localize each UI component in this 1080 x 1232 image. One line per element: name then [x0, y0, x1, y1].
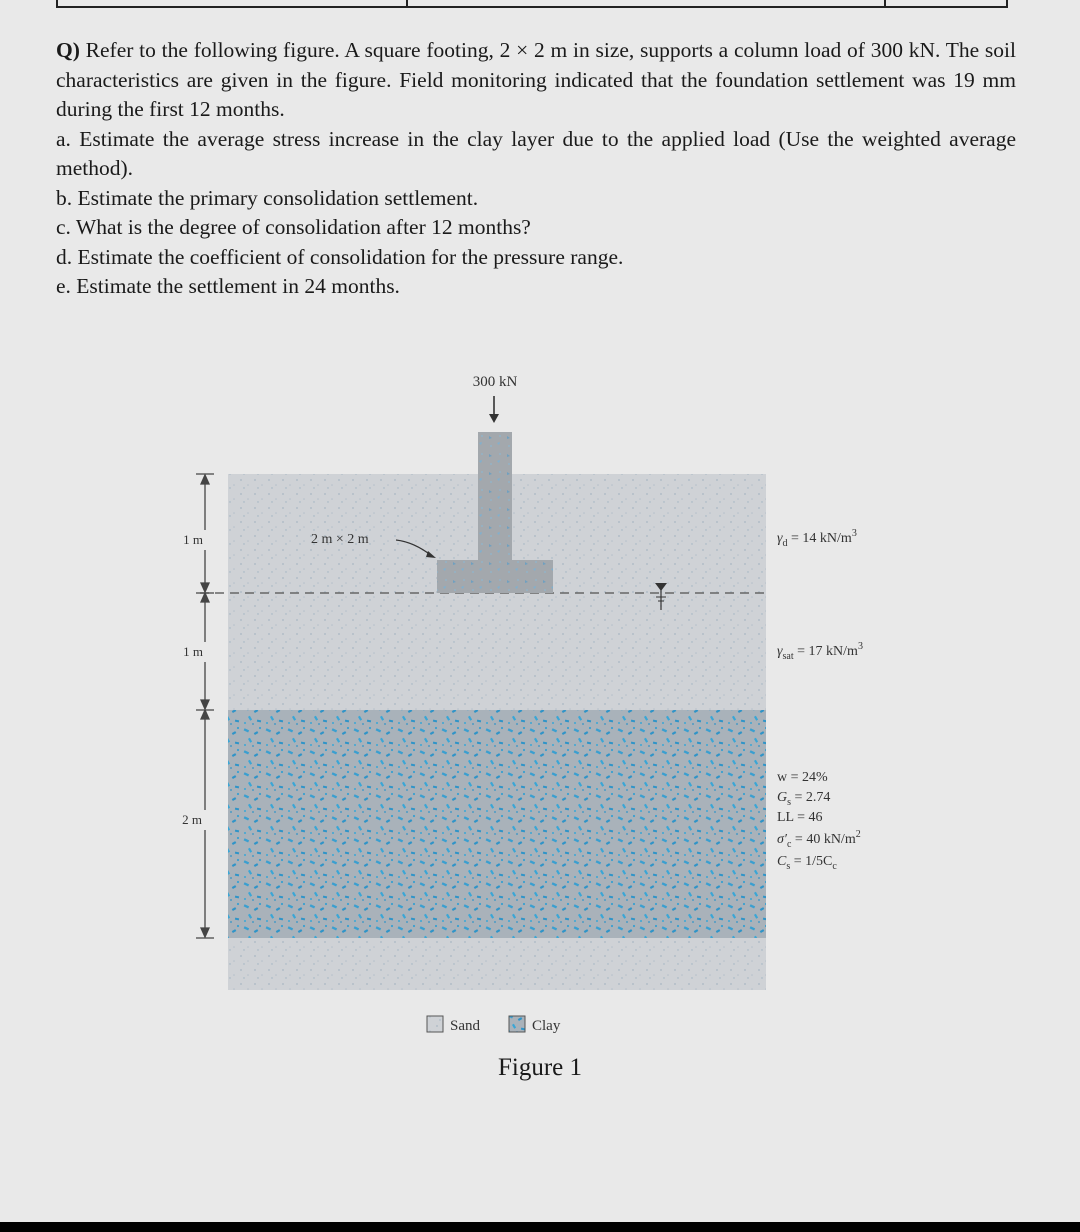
- clay-properties: [777, 770, 861, 872]
- question-text: Refer to the following figure. A square footing, 2 × 2 m in size, supports a column load of 300 kN. The soil characteristics are given in the figure. Field monitoring indicated that the foundation settlement was 19 mm during the first 12 months.: [56, 38, 1016, 121]
- sand-layer-bottom: [228, 938, 766, 990]
- load-arrow-icon: [489, 396, 499, 423]
- column: [478, 432, 512, 562]
- clay-layer: [228, 710, 766, 938]
- upper-sand-unit-weight: $\gamma_d = 14$ $kN/m^3$: [777, 528, 857, 549]
- footing-size-label: 2 m × 2 m: [311, 532, 369, 547]
- dimension-label-3: 2 m: [182, 812, 202, 827]
- legend-sand-swatch: [427, 1016, 443, 1032]
- question-part-d: d. Estimate the coefficient of consolidation for the pressure range.: [56, 244, 624, 269]
- dimension-label-2: 1 m: [183, 644, 203, 659]
- legend-clay-label: Clay: [532, 1018, 561, 1034]
- question-part-b: b. Estimate the primary consolidation settlement.: [56, 185, 479, 210]
- clay-specific-gravity: $G_s = 2.74$: [777, 790, 831, 808]
- footing: [437, 560, 553, 593]
- figure-caption: Figure 1: [497, 1054, 583, 1081]
- lower-sand-unit-weight: $\gamma_{sat} = 17$ $kN/m^3$: [777, 641, 863, 662]
- load-label: 300 kN: [472, 374, 518, 390]
- legend-clay-swatch: [509, 1016, 525, 1032]
- clay-liquid-limit: LL = 46: [777, 810, 823, 825]
- question-part-c: c. What is the degree of consolidation after 12 months?: [56, 215, 531, 239]
- legend-sand-label: Sand: [450, 1018, 480, 1034]
- clay-preconsolidation: $\sigma'_c = 40$ $kN/m^2$: [777, 829, 861, 850]
- legend: [427, 1016, 561, 1034]
- question-part-e: e. Estimate the settlement in 24 months.: [56, 274, 400, 298]
- dimension-label-1: 1 m: [183, 532, 203, 547]
- question-part-a: a. Estimate the average stress increase in the clay layer due to the applied load (Use the weighted average method).: [56, 126, 1016, 180]
- clay-water-content: w = 24%: [777, 770, 828, 785]
- clay-swell-index: $C_s = 1/5C_c$: [777, 854, 837, 872]
- question-label: Q): [56, 38, 80, 62]
